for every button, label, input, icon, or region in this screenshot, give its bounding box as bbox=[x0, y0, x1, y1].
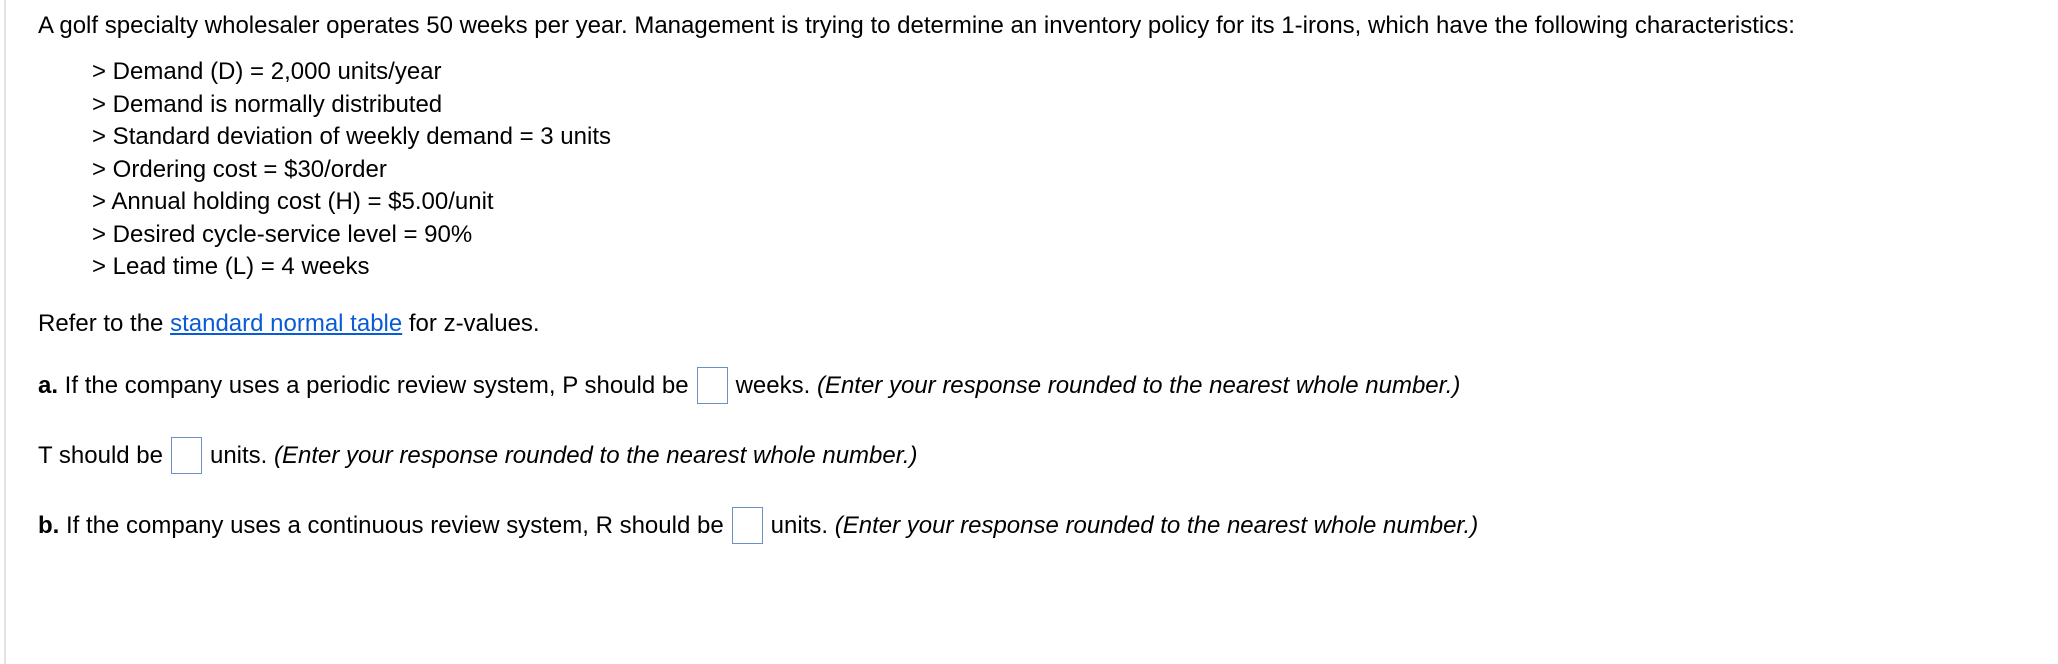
refer-suffix: for z-values. bbox=[402, 309, 540, 337]
panel-left-border bbox=[4, 0, 6, 664]
standard-normal-table-link[interactable]: standard normal table bbox=[170, 309, 403, 337]
characteristic-item: > Annual holding cost (H) = $5.00/unit bbox=[92, 188, 494, 215]
characteristic-item: > Standard deviation of weekly demand = 3 units bbox=[92, 123, 611, 150]
question-b-text: If the company uses a continuous review system, R should be bbox=[59, 511, 724, 539]
t-answer-input[interactable] bbox=[171, 437, 202, 474]
question-content bbox=[38, 10, 2038, 550]
characteristics-list bbox=[92, 56, 2038, 284]
r-answer-input[interactable] bbox=[732, 507, 763, 544]
characteristic-item: > Ordering cost = $30/order bbox=[92, 155, 387, 183]
refer-prefix: Refer to the bbox=[38, 309, 171, 337]
p-answer-input[interactable] bbox=[697, 367, 728, 404]
refer-line bbox=[38, 308, 2038, 340]
question-b-hint: (Enter your response rounded to the nearest whole number.) bbox=[834, 511, 1479, 539]
question-a-unit: weeks. bbox=[735, 371, 811, 399]
question-t-text: T should be bbox=[38, 441, 163, 469]
question-t-hint: (Enter your response rounded to the nearest whole number.) bbox=[274, 441, 918, 469]
characteristic-item: > Lead time (L) = 4 weeks bbox=[92, 253, 370, 280]
question-a bbox=[38, 362, 2038, 410]
question-b bbox=[38, 502, 2038, 550]
question-a-label: a. bbox=[38, 371, 59, 399]
problem-intro: A golf specialty wholesaler operates 50 weeks per year. Management is trying to determine an inventory policy for its 1-irons, which have the following characteristics: bbox=[38, 12, 1795, 39]
question-t-unit: units. bbox=[209, 441, 268, 469]
characteristic-item: > Demand (D) = 2,000 units/year bbox=[92, 58, 442, 85]
question-b-label: b. bbox=[38, 511, 60, 539]
characteristic-item: > Demand is normally distributed bbox=[92, 90, 443, 118]
question-a-text: If the company uses a periodic review system, P should be bbox=[58, 371, 689, 399]
question-a-hint: (Enter your response rounded to the nearest whole number.) bbox=[816, 371, 1461, 399]
question-b-unit: units. bbox=[770, 511, 829, 539]
question-t bbox=[38, 432, 2038, 480]
characteristic-item: > Desired cycle-service level = 90% bbox=[92, 220, 473, 248]
